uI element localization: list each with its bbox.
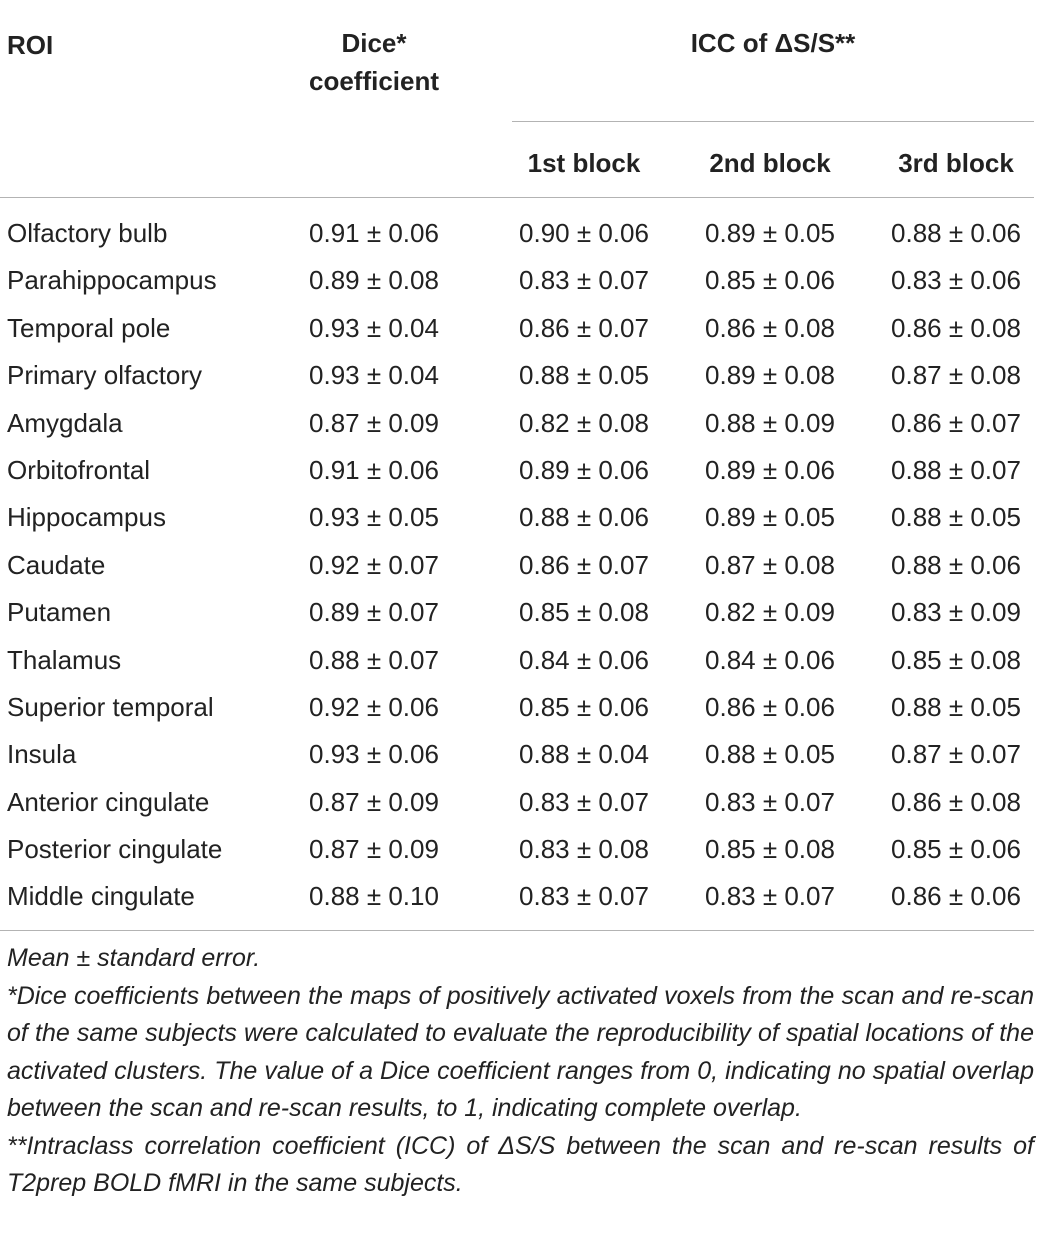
table-row: [0, 873, 1041, 920]
cell-roi: Caudate: [7, 549, 106, 580]
cell-block3: 0.86 ± 0.08: [891, 312, 1021, 343]
cell-block3: 0.83 ± 0.09: [891, 597, 1021, 628]
cell-block3: 0.88 ± 0.05: [891, 502, 1021, 533]
table-footnotes: [7, 940, 1034, 1203]
cell-roi: Olfactory bulb: [7, 218, 168, 248]
cell-block2: 0.85 ± 0.06: [705, 265, 835, 296]
cell-dice: 0.91 ± 0.06: [309, 454, 439, 485]
table-row: [0, 779, 1041, 826]
cell-roi: Putamen: [7, 597, 112, 628]
cell-block1: 0.82 ± 0.08: [519, 407, 649, 438]
cell-block1: 0.90 ± 0.06: [519, 218, 649, 248]
cell-block3: 0.88 ± 0.05: [891, 691, 1021, 722]
header-block3: 3rd block: [898, 148, 1014, 178]
cell-block3: 0.85 ± 0.06: [891, 834, 1021, 865]
cell-dice: 0.89 ± 0.08: [309, 265, 439, 296]
cell-roi: Hippocampus: [7, 502, 166, 533]
cell-roi: Superior temporal: [7, 691, 214, 722]
cell-block1: 0.83 ± 0.08: [519, 834, 649, 865]
cell-dice: 0.88 ± 0.10: [309, 881, 439, 912]
icc-group-rule: [512, 121, 1034, 122]
cell-dice: 0.92 ± 0.06: [309, 691, 439, 722]
cell-block3: 0.83 ± 0.06: [891, 265, 1021, 296]
cell-block2: 0.84 ± 0.06: [705, 644, 835, 675]
footnote-dice: *Dice coefficients between the maps of positively activated voxels from the scan and re-scan of the same subjects were calculated to evaluate the reproducibility of spatial locations of the activated clusters. The value of a Dice coefficient ranges from 0, indicating no spatial overlap between the scan and re-scan results, to 1, indicating complete overlap.: [7, 981, 1034, 1122]
table-row: [0, 352, 1041, 399]
cell-block1: 0.89 ± 0.06: [519, 454, 649, 485]
cell-block1: 0.83 ± 0.07: [519, 881, 649, 912]
table-row: [0, 494, 1041, 541]
cell-block3: 0.86 ± 0.07: [891, 407, 1021, 438]
cell-block3: 0.88 ± 0.06: [891, 218, 1021, 248]
table-body: [0, 210, 1041, 921]
cell-roi: Amygdala: [7, 407, 123, 438]
footnote-mean: Mean ± standard error.: [7, 944, 261, 972]
cell-block3: 0.85 ± 0.08: [891, 644, 1021, 675]
cell-dice: 0.93 ± 0.04: [309, 360, 439, 391]
footnote-icc: **Intraclass correlation coefficient (ICC) of ΔS/S between the scan and re-scan results of T2prep BOLD fMRI in the same subjects.: [7, 1131, 1034, 1197]
cell-block2: 0.85 ± 0.08: [705, 834, 835, 865]
cell-roi: Primary olfactory: [7, 360, 203, 391]
cell-roi: Thalamus: [7, 644, 122, 675]
cell-block2: 0.86 ± 0.06: [705, 691, 835, 722]
cell-roi: Middle cingulate: [7, 881, 195, 912]
cell-block2: 0.89 ± 0.05: [705, 218, 835, 248]
header-dice-line2: coefficient: [308, 66, 440, 96]
cell-dice: 0.88 ± 0.07: [309, 644, 439, 675]
cell-block2: 0.86 ± 0.08: [705, 312, 835, 343]
cell-roi: Orbitofrontal: [7, 454, 151, 485]
header-rule: [0, 197, 1034, 198]
cell-block3: 0.86 ± 0.06: [891, 881, 1021, 912]
header-dice: [274, 24, 474, 100]
cell-block1: 0.88 ± 0.05: [519, 360, 649, 391]
cell-block1: 0.83 ± 0.07: [519, 786, 649, 817]
cell-dice: 0.89 ± 0.07: [309, 597, 439, 628]
cell-block2: 0.88 ± 0.09: [705, 407, 835, 438]
cell-block1: 0.86 ± 0.07: [519, 549, 649, 580]
table-row: [0, 542, 1041, 589]
cell-dice: 0.93 ± 0.06: [309, 739, 439, 770]
cell-roi: Temporal pole: [7, 312, 171, 343]
cell-block3: 0.88 ± 0.06: [891, 549, 1021, 580]
table-row: [0, 826, 1041, 873]
table-bottom-rule: [0, 930, 1034, 931]
cell-block2: 0.87 ± 0.08: [705, 549, 835, 580]
header-roi: ROI: [7, 30, 54, 60]
table-row: [0, 447, 1041, 494]
table-row: [0, 684, 1041, 731]
cell-dice: 0.93 ± 0.05: [309, 502, 439, 533]
table-row: [0, 731, 1041, 778]
table-row: [0, 257, 1041, 304]
cell-block2: 0.89 ± 0.08: [705, 360, 835, 391]
cell-dice: 0.93 ± 0.04: [309, 312, 439, 343]
cell-block1: 0.85 ± 0.08: [519, 597, 649, 628]
cell-block2: 0.89 ± 0.06: [705, 454, 835, 485]
cell-block3: 0.87 ± 0.07: [891, 739, 1021, 770]
cell-block1: 0.84 ± 0.06: [519, 644, 649, 675]
header-block1: 1st block: [527, 148, 641, 178]
cell-block1: 0.86 ± 0.07: [519, 312, 649, 343]
cell-roi: Anterior cingulate: [7, 786, 210, 817]
cell-block2: 0.83 ± 0.07: [705, 881, 835, 912]
cell-block2: 0.88 ± 0.05: [705, 739, 835, 770]
table-row: [0, 637, 1041, 684]
cell-block3: 0.87 ± 0.08: [891, 360, 1021, 391]
cell-roi: Insula: [7, 739, 77, 770]
cell-block2: 0.89 ± 0.05: [705, 502, 835, 533]
header-icc: ICC of ΔS/S**: [690, 28, 856, 58]
table-row: [0, 305, 1041, 352]
table-row: [0, 589, 1041, 636]
cell-block1: 0.85 ± 0.06: [519, 691, 649, 722]
cell-block3: 0.86 ± 0.08: [891, 786, 1021, 817]
header-dice-line1: Dice*: [341, 28, 407, 58]
cell-dice: 0.87 ± 0.09: [309, 407, 439, 438]
cell-block2: 0.82 ± 0.09: [705, 597, 835, 628]
cell-block1: 0.83 ± 0.07: [519, 265, 649, 296]
cell-dice: 0.92 ± 0.07: [309, 549, 439, 580]
cell-roi: Posterior cingulate: [7, 834, 223, 865]
table-row: [0, 400, 1041, 447]
cell-dice: 0.91 ± 0.06: [309, 218, 439, 248]
cell-block1: 0.88 ± 0.04: [519, 739, 649, 770]
cell-dice: 0.87 ± 0.09: [309, 786, 439, 817]
header-block2: 2nd block: [709, 148, 831, 178]
cell-block1: 0.88 ± 0.06: [519, 502, 649, 533]
cell-block3: 0.88 ± 0.07: [891, 454, 1021, 485]
cell-roi: Parahippocampus: [7, 265, 217, 296]
cell-block2: 0.83 ± 0.07: [705, 786, 835, 817]
table-row: [0, 210, 1041, 257]
cell-dice: 0.87 ± 0.09: [309, 834, 439, 865]
